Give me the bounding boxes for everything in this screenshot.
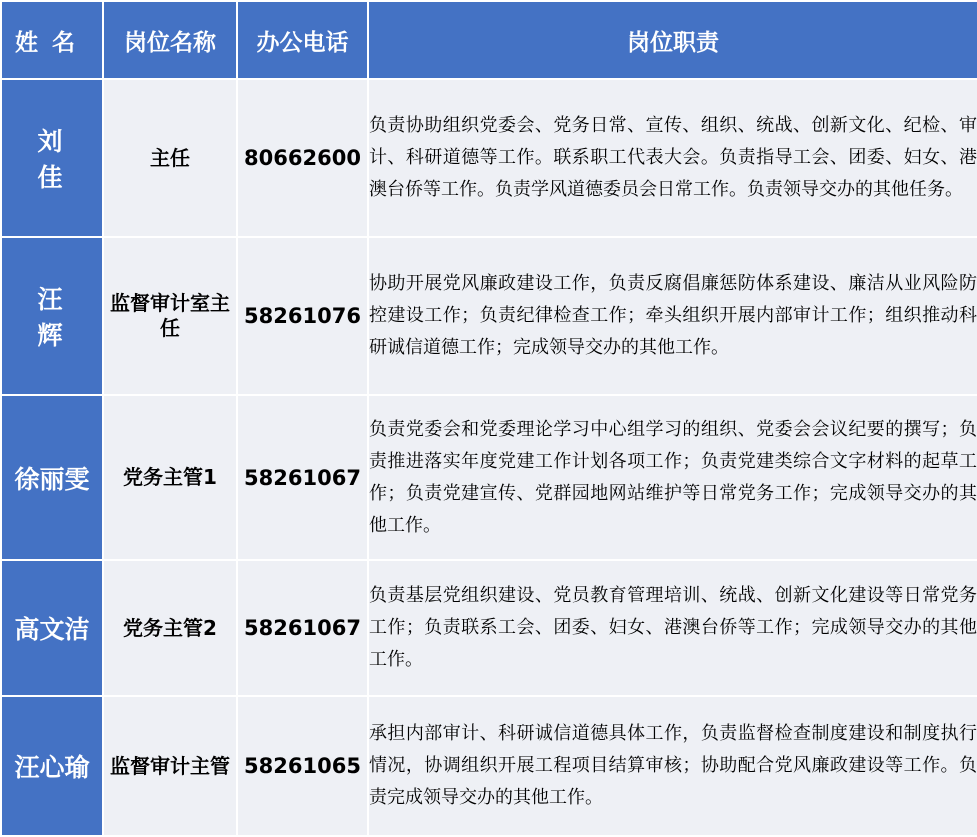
person-name: 徐丽雯 [1, 395, 103, 560]
office-phone: 58261067 [237, 560, 368, 696]
position-title: 党务主管1 [103, 395, 237, 560]
table-row [1, 560, 977, 696]
person-name: 高文洁 [1, 560, 103, 696]
header-duties: 岗位职责 [368, 1, 977, 79]
person-name: 刘佳 [1, 79, 103, 237]
table-row [1, 395, 977, 560]
header-title: 岗位名称 [103, 1, 237, 79]
position-title: 党务主管2 [103, 560, 237, 696]
position-title: 监督审计室主任 [103, 237, 237, 395]
position-title: 监督审计主管 [103, 696, 237, 836]
duties-text: 负责党委会和党委理论学习中心组学习的组织、党委会会议纪要的撰写；负责推进落实年度党建工作计划各项工作；负责党建类综合文字材料的起草工作；负责党建宣传、党群园地网站维护等日常党务工作；完成领导交办的其他工作。 [368, 395, 977, 560]
duties-text: 负责基层党组织建设、党员教育管理培训、统战、创新文化建设等日常党务工作；负责联系工会、团委、妇女、港澳台侨等工作；完成领导交办的其他工作。 [368, 560, 977, 696]
office-phone: 58261076 [237, 237, 368, 395]
table-row [1, 696, 977, 836]
duties-text: 负责协助组织党委会、党务日常、宣传、组织、统战、创新文化、纪检、审计、科研道德等工作。联系职工代表大会。负责指导工会、团委、妇女、港澳台侨等工作。负责学风道德委员会日常工作。负责领导交办的其他任务。 [368, 79, 977, 237]
person-name: 汪辉 [1, 237, 103, 395]
office-phone: 80662600 [237, 79, 368, 237]
header-phone: 办公电话 [237, 1, 368, 79]
office-phone: 58261065 [237, 696, 368, 836]
header-name: 姓名 [1, 1, 103, 79]
person-name: 汪心瑜 [1, 696, 103, 836]
table-row [1, 79, 977, 237]
office-phone: 58261067 [237, 395, 368, 560]
position-title: 主任 [103, 79, 237, 237]
header-row [1, 1, 977, 79]
duties-text: 承担内部审计、科研诚信道德具体工作，负责监督检查制度建设和制度执行情况，协调组织开展工程项目结算审核；协助配合党风廉政建设等工作。负责完成领导交办的其他工作。 [368, 696, 977, 836]
table-row [1, 237, 977, 395]
duties-text: 协助开展党风廉政建设工作，负责反腐倡廉惩防体系建设、廉洁从业风险防控建设工作；负责纪律检查工作；牵头组织开展内部审计工作；组织推动科研诚信道德工作；完成领导交办的其他工作。 [368, 237, 977, 395]
